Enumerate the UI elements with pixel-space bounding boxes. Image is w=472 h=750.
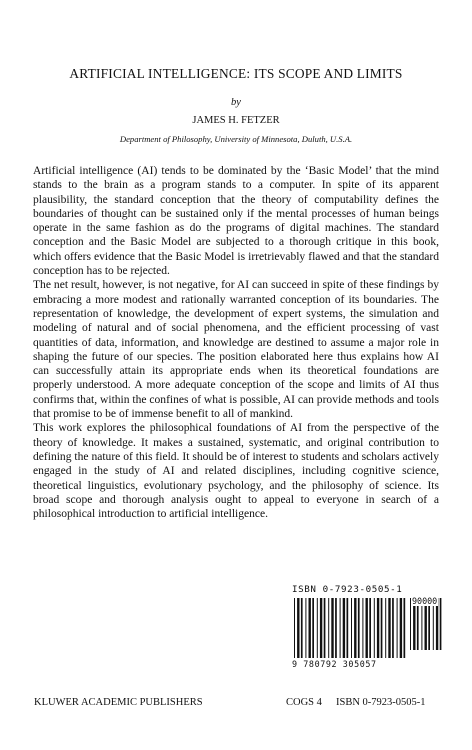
isbn-number: ISBN 0-7923-0505-1 (336, 697, 426, 708)
publisher-name: KLUWER ACADEMIC PUBLISHERS (34, 697, 203, 708)
barcode-isbn-label: ISBN 0-7923-0505-1 (292, 584, 403, 595)
blurb-paragraph-1: Artificial intelligence (AI) tends to be dominated by the ‘Basic Model’ that the mind stands to the brain as a program stands to a computer. In spite of its apparent plausibility, the standard conception that the theory of computability defines the boundaries of thought can be sustained only if the mental processes of human beings operate in the same fashion as do the programs of digital machines. The standard conception and the Basic Model are subjected to a thorough critique in this book, which offers evidence that the Basic Model is irretrievably flawed and that the standard conception has to be rejected. (33, 165, 439, 278)
by-line: by (231, 97, 241, 108)
blurb-paragraph-3: This work explores the philosophical foundations of AI from the perspective of the theory of knowledge. It makes a sustained, systematic, and original contribution to defining the nature of this field. It should be of interest to students and scholars actively engaged in the study of AI and related disciplines, including cognitive science, theoretical linguistics, evolutionary psychology, and the philosophy of science. Its broad scope and thorough analysis ought to appeal to everyone in search of a philosophical introduction to artificial intelligence. (33, 422, 439, 521)
blurb (33, 164, 439, 521)
blurb-paragraph-2: The net result, however, is not negative, for AI can succeed in spite of these findings by embracing a more modest and rationally warranted conception of its boundaries. The representation of knowledge, the development of expert systems, the simulation and modeling of natural and of social phenomena, and the efficient processing of vast quantities of data, information, and knowledge are destined to assume a major role in shaping the future of our species. The position elaborated here thus explains how AI can successfully attain its appropriate ends when its theoretical foundations are properly understood. A more adequate conception of the scope and limits of AI thus confirms that, within the confines of what is possible, AI can provide methods and tools that promise to be of immense benefit to all of mankind. (33, 279, 439, 421)
series-code: COGS 4 (286, 697, 322, 708)
author-affiliation: Department of Philosophy, University of Minnesota, Duluth, U.S.A. (119, 134, 353, 144)
barcode-price-code: 90000 (412, 596, 438, 606)
barcode-digits: 9 780792 305057 (292, 659, 377, 669)
author-name: JAMES H. FETZER (192, 115, 280, 126)
isbn-barcode (292, 584, 442, 670)
barcode-bars (292, 598, 442, 660)
book-title: ARTIFICIAL INTELLIGENCE: ITS SCOPE AND LIMITS (69, 66, 403, 81)
